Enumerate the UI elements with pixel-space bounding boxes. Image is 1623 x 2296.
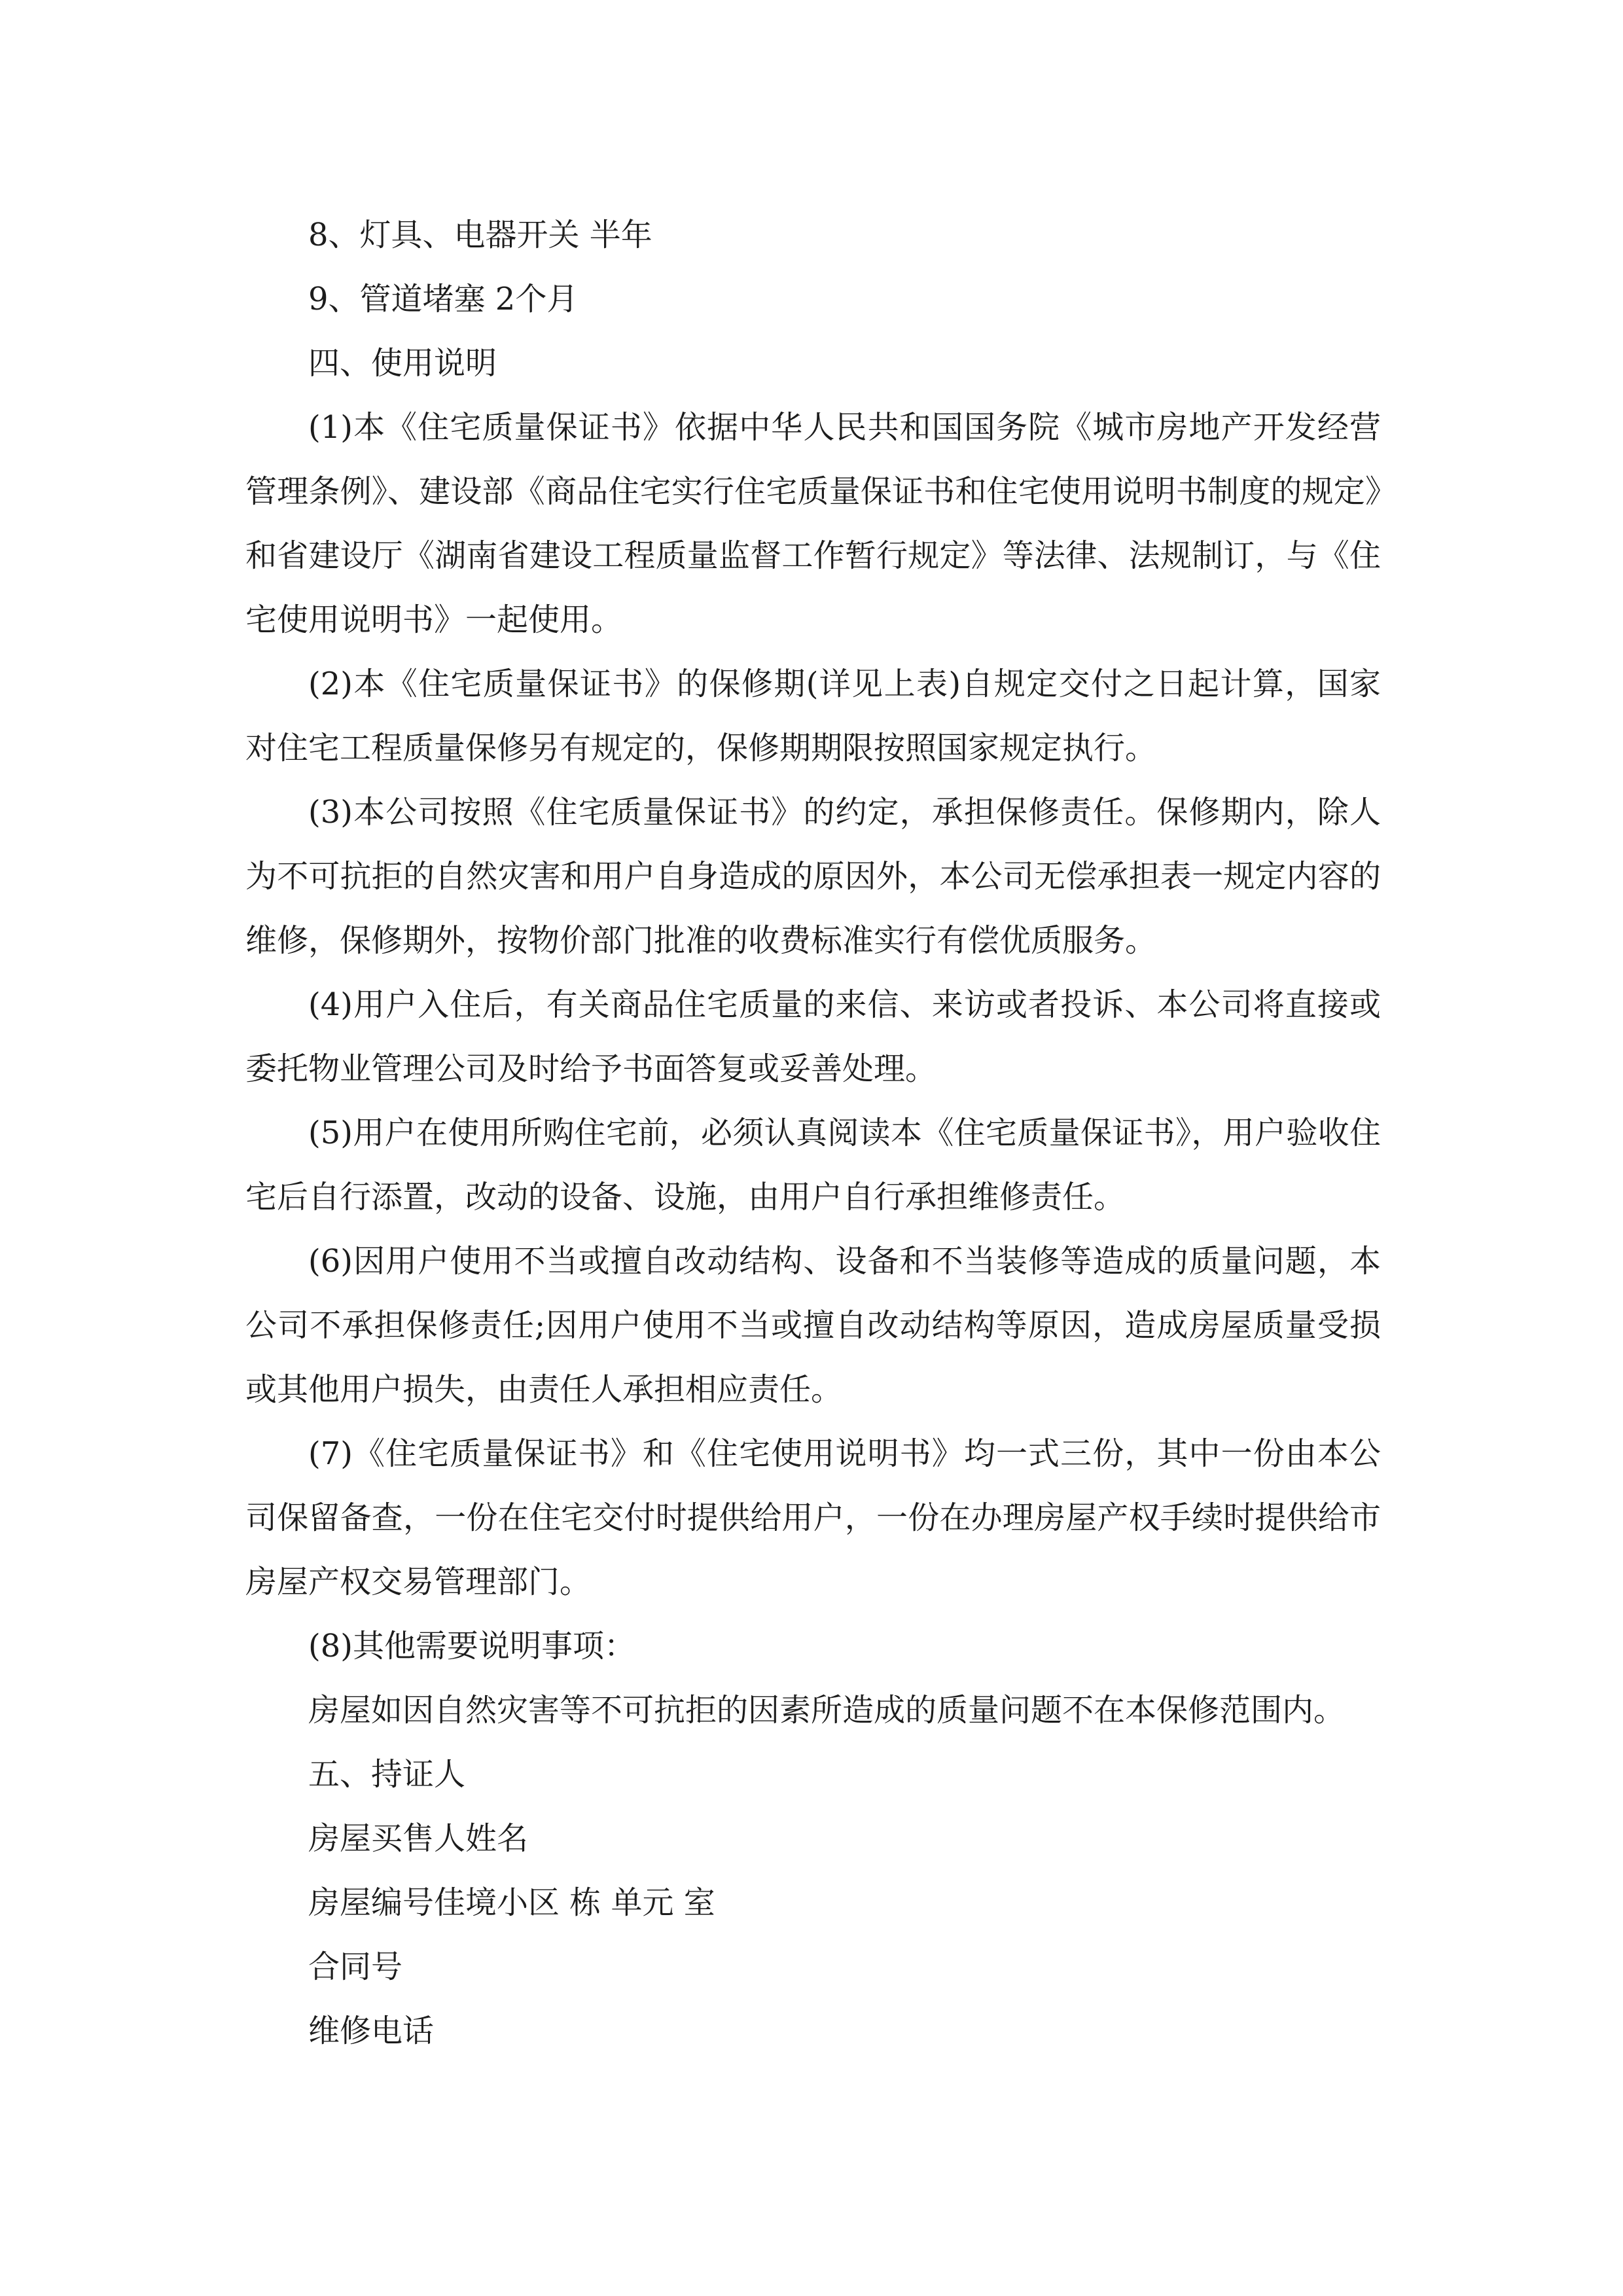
- paragraph-3: (3)本公司按照《住宅质量保证书》的约定，承担保修责任。保修期内，除人为不可抗拒的自然灾害和用户自身造成的原因外，本公司无偿承担表一规定内容的维修，保修期外，按物价部门批准的收费标准实行有偿优质服务。: [245, 794, 1381, 959]
- paragraph-7: (7)《住宅质量保证书》和《住宅使用说明书》均一式三份，其中一份由本公司保留备查，一份在住宅交付时提供给用户，一份在办理房屋产权手续时提供给市房屋产权交易管理部门。: [245, 1435, 1381, 1600]
- paragraph-4: (4)用户入住后，有关商品住宅质量的来信、来访或者投诉、本公司将直接或委托物业管理公司及时给予书面答复或妥善处理。: [245, 986, 1381, 1087]
- section-heading-usage: 四、使用说明: [308, 345, 497, 382]
- paragraph-8-text: 房屋如因自然灾害等不可抗拒的因素所造成的质量问题不在本保修范围内。: [308, 1692, 1346, 1729]
- paragraph-2: (2)本《住宅质量保证书》的保修期(详见上表)自规定交付之日起计算，国家对住宅工程质量保修另有规定的，保修期期限按照国家规定执行。: [245, 666, 1381, 766]
- paragraph-6: (6)因用户使用不当或擅自改动结构、设备和不当装修等造成的质量问题，本公司不承担保修责任;因用户使用不当或擅自改动结构等原因，造成房屋质量受损或其他用户损失，由责任人承担相应责任。: [245, 1243, 1381, 1408]
- paragraph-8-heading: (8)其他需要说明事项：: [308, 1628, 635, 1664]
- document-body: [245, 203, 1381, 2063]
- list-item-lamps: 8、灯具、电器开关 半年: [308, 217, 652, 253]
- holder-field-contract-number: 合同号: [308, 1948, 403, 1985]
- holder-field-repair-phone: 维修电话: [308, 2013, 435, 2049]
- paragraph-5: (5)用户在使用所购住宅前，必须认真阅读本《住宅质量保证书》，用户验收住宅后自行添置，改动的设备、设施，由用户自行承担维修责任。: [245, 1115, 1381, 1215]
- list-item-pipes: 9、管道堵塞 2个月: [308, 281, 579, 317]
- paragraph-1: (1)本《住宅质量保证书》依据中华人民共和国国务院《城市房地产开发经营管理条例》、建设部《商品住宅实行住宅质量保证书和住宅使用说明书制度的规定》和省建设厅《湖南省建设工程质量监督工作暂行规定》等法律、法规制订，与《住宅使用说明书》一起使用。: [245, 409, 1381, 638]
- holder-field-house-number: 房屋编号佳境小区 栋 单元 室: [308, 1884, 715, 1921]
- section-heading-holder: 五、持证人: [308, 1756, 466, 1793]
- holder-field-buyer-name: 房屋买售人姓名: [308, 1820, 529, 1857]
